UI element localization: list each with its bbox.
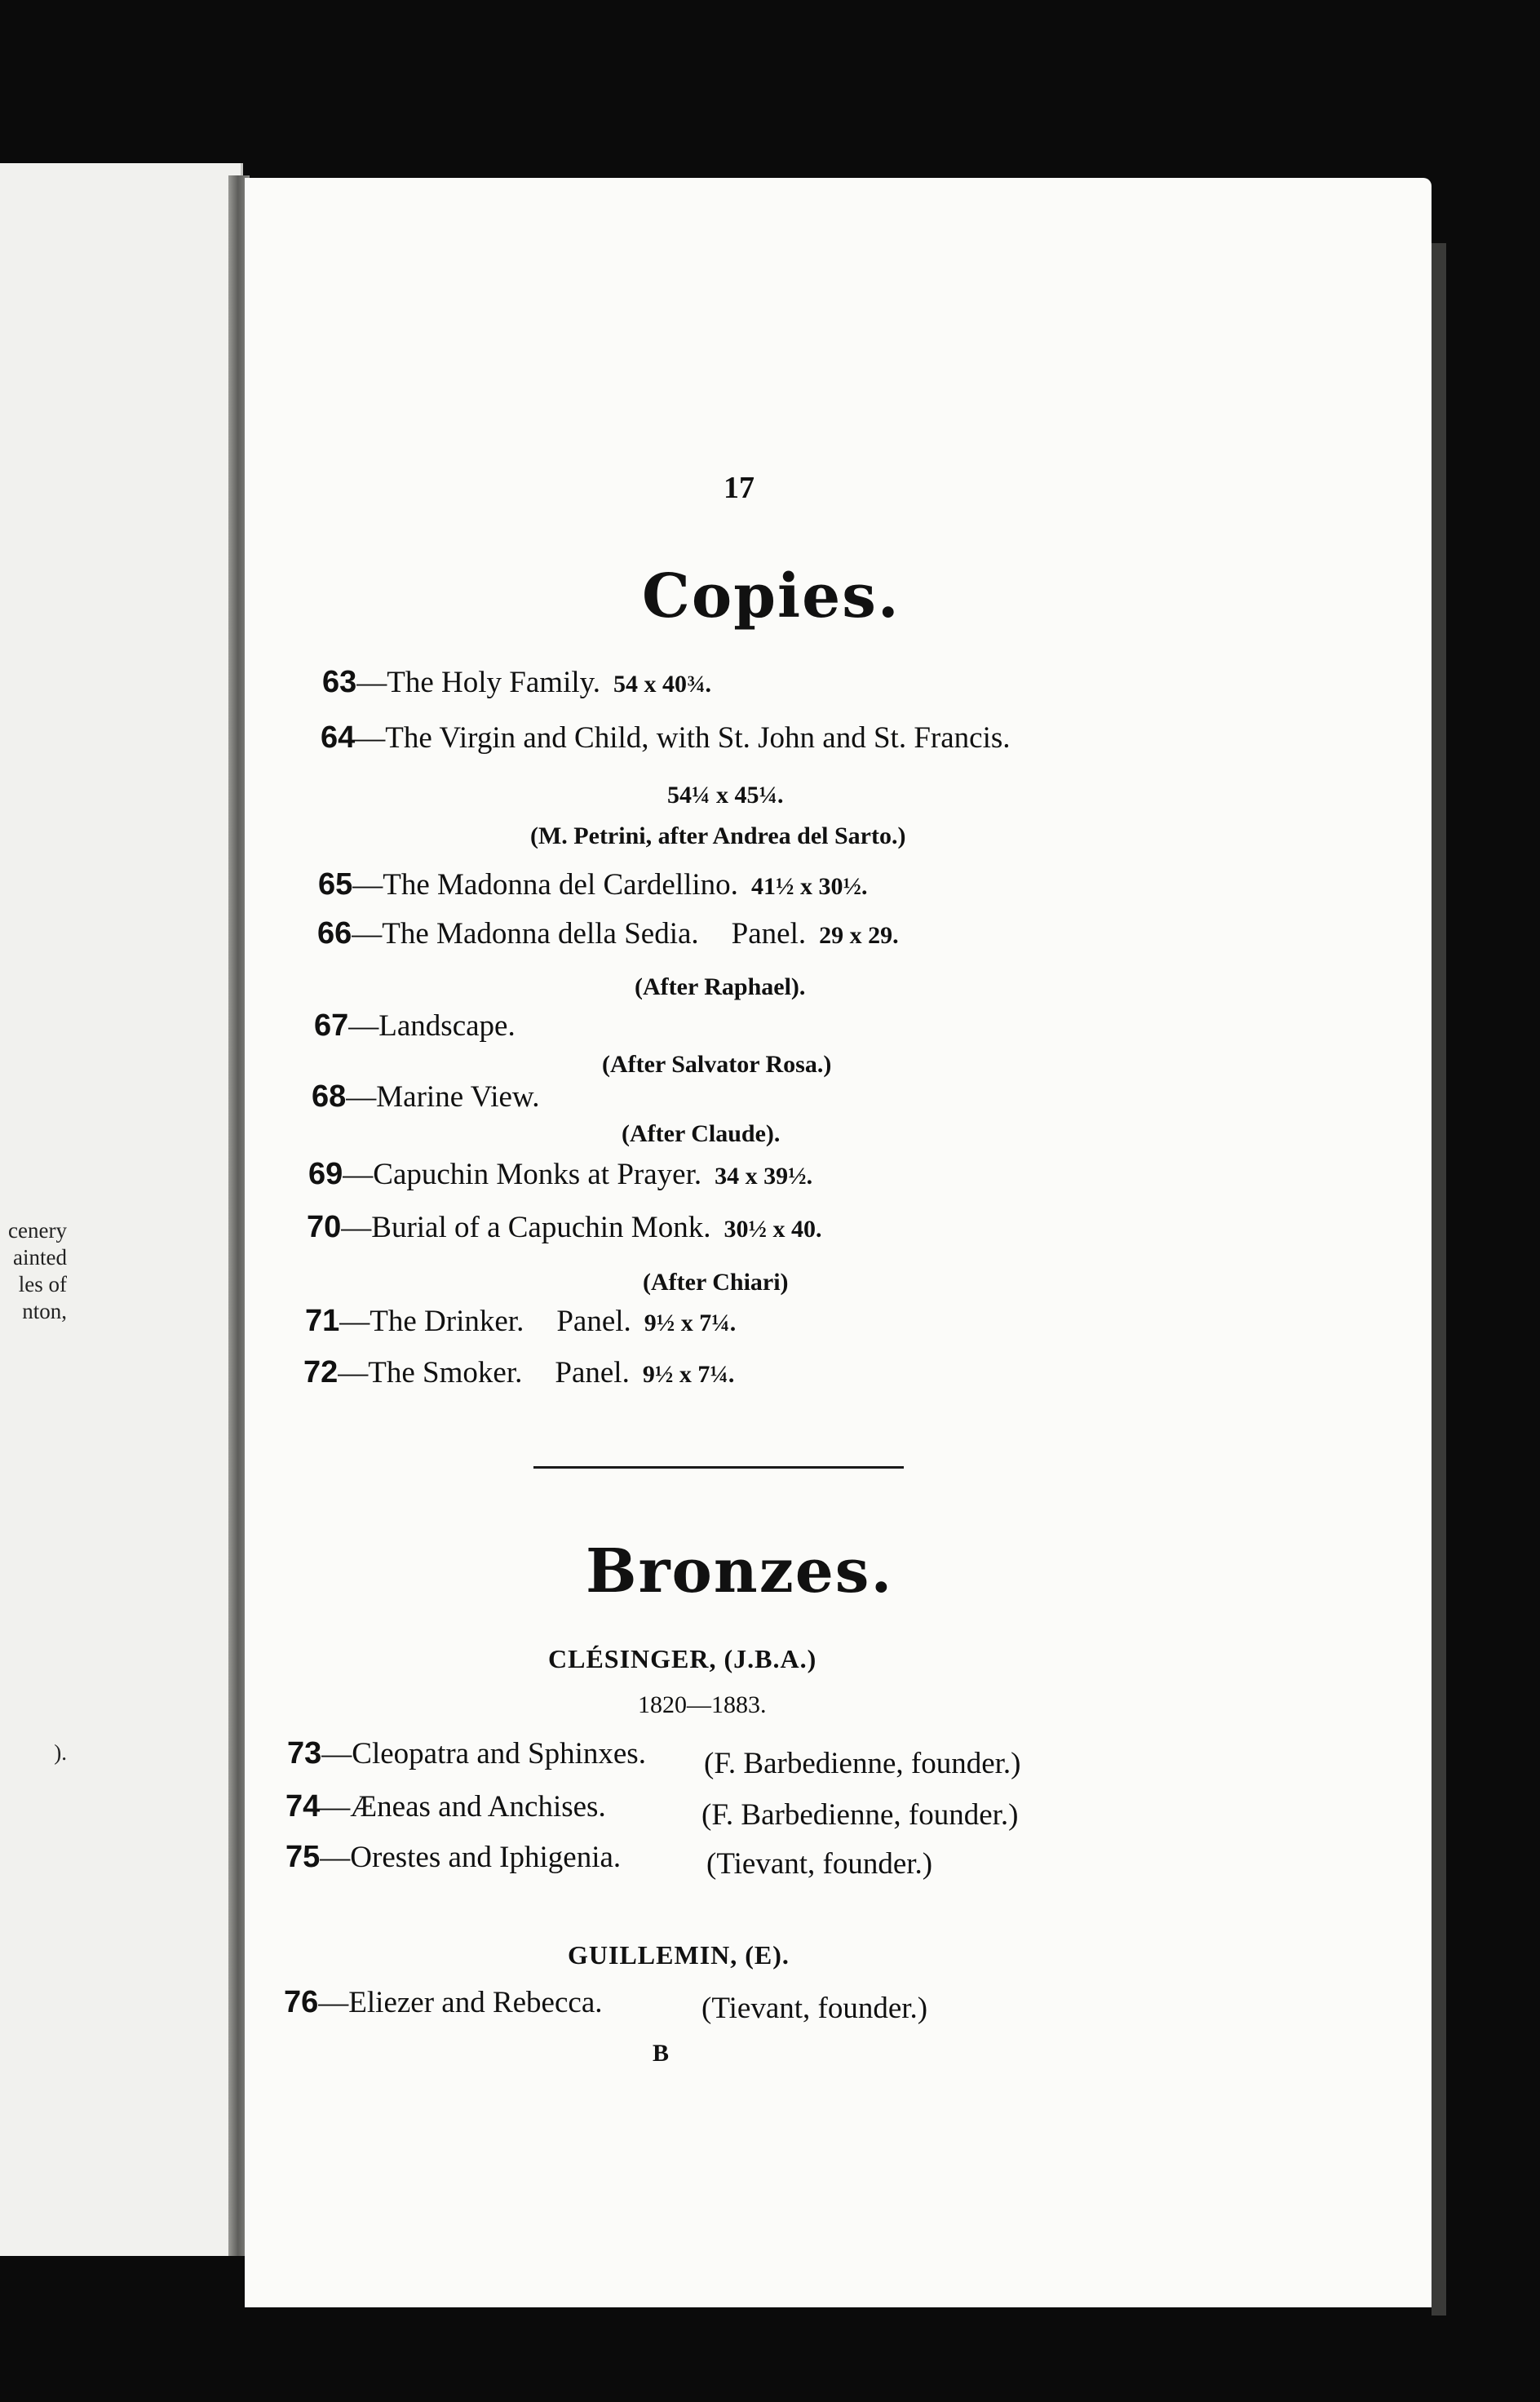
entry-title: —Æneas and Anchises. [320, 1790, 606, 1824]
entry-title: —The Drinker. [339, 1305, 524, 1338]
entry-title: —Burial of a Capuchin Monk. [341, 1211, 711, 1244]
entry-title: —The Holy Family. [356, 666, 600, 699]
catalog-entry-74 [285, 1789, 606, 1824]
catalog-entry-70 [307, 1210, 821, 1245]
entry-title: —Cleopatra and Sphinxes. [321, 1737, 646, 1770]
entry-title: —The Virgin and Child, with St. John and St. Francis. [355, 721, 1011, 755]
entry-title: —Capuchin Monks at Prayer. [343, 1158, 702, 1191]
entry-number: 69 [308, 1157, 343, 1191]
catalog-entry-69 [308, 1157, 812, 1192]
entry-medium: Panel. [555, 1356, 630, 1389]
copies-heading: Copies. [642, 561, 901, 632]
entry-title: —Orestes and Iphigenia. [320, 1841, 622, 1874]
entry-76-founder: (Tievant, founder.) [701, 1992, 928, 2025]
entry-number: 71 [305, 1304, 340, 1338]
entry-number: 64 [321, 720, 356, 755]
entry-74-founder: (F. Barbedienne, founder.) [701, 1798, 1019, 1832]
entry-number: 74 [285, 1789, 321, 1824]
entry-64-dimensions: 54¼ x 45¼. [667, 782, 784, 809]
left-page-fragment: ainted [13, 1245, 67, 1270]
artist-name: GUILLEMIN, (E). [568, 1940, 790, 1970]
entry-67-attribution: (After Salvator Rosa.) [602, 1051, 832, 1078]
catalog-entry-71 [305, 1304, 736, 1339]
entry-medium: Panel. [731, 917, 807, 951]
entry-dimensions: 54 x 40¾. [613, 671, 711, 698]
entry-title: —Landscape. [348, 1009, 516, 1043]
bronzes-heading: Bronzes. [586, 1536, 894, 1607]
catalog-entry-75 [285, 1840, 621, 1875]
section-divider [533, 1466, 904, 1469]
catalog-entry-66 [317, 916, 899, 951]
entry-dimensions: 29 x 29. [819, 922, 899, 949]
entry-title: —The Madonna della Sedia. [352, 917, 699, 951]
entry-number: 75 [285, 1840, 321, 1874]
catalog-entry-72 [303, 1355, 734, 1390]
entry-dimensions: 41½ x 30½. [750, 873, 868, 900]
entry-title: —Eliezer and Rebecca. [318, 1986, 603, 2019]
entry-dimensions: 34 x 39½. [715, 1163, 813, 1190]
entry-title: —The Smoker. [338, 1356, 523, 1389]
entry-number: 73 [287, 1736, 322, 1770]
catalog-entry-67 [314, 1008, 516, 1044]
catalog-entry-64 [321, 720, 1011, 756]
entry-73-founder: (F. Barbedienne, founder.) [704, 1747, 1021, 1780]
entry-68-attribution: (After Claude). [622, 1120, 781, 1147]
entry-number: 76 [284, 1985, 319, 2019]
left-page-fragment: ). [54, 1740, 67, 1765]
entry-64-attribution: (M. Petrini, after Andrea del Sarto.) [530, 822, 906, 849]
catalog-entry-63 [322, 665, 711, 700]
entry-number: 70 [307, 1210, 342, 1244]
left-page-fragment: nton, [22, 1299, 67, 1323]
left-page-fragment: les of [18, 1272, 67, 1296]
entry-title: —The Madonna del Cardellino. [352, 868, 738, 902]
entry-title: —Marine View. [346, 1080, 540, 1114]
entry-number: 72 [303, 1355, 339, 1389]
entry-number: 63 [322, 665, 357, 699]
catalog-entry-68 [312, 1079, 539, 1115]
entry-medium: Panel. [556, 1305, 631, 1338]
entry-dimensions: 9½ x 7¼. [644, 1310, 737, 1336]
entry-number: 67 [314, 1008, 349, 1043]
page-number: 17 [724, 471, 755, 505]
entry-dimensions: 30½ x 40. [724, 1216, 822, 1243]
page-edge-shadow [1432, 243, 1446, 2316]
artist-name: CLÉSINGER, (J.B.A.) [548, 1644, 817, 1673]
catalog-entry-76 [284, 1985, 603, 2020]
entry-75-founder: (Tievant, founder.) [706, 1847, 933, 1881]
signature-mark: B [653, 2040, 670, 2067]
entry-dimensions: 9½ x 7¼. [642, 1361, 735, 1388]
catalog-entry-65 [318, 867, 867, 902]
entry-70-attribution: (After Chiari) [643, 1269, 789, 1296]
catalog-entry-73 [287, 1736, 646, 1771]
entry-number: 66 [317, 916, 352, 951]
entry-66-attribution: (After Raphael). [635, 973, 806, 1000]
right-page [245, 178, 1432, 2307]
left-facing-page [0, 163, 243, 2256]
artist-dates: 1820—1883. [638, 1691, 767, 1718]
entry-number: 68 [312, 1079, 347, 1114]
left-page-fragment: cenery [8, 1218, 67, 1243]
entry-number: 65 [318, 867, 353, 902]
